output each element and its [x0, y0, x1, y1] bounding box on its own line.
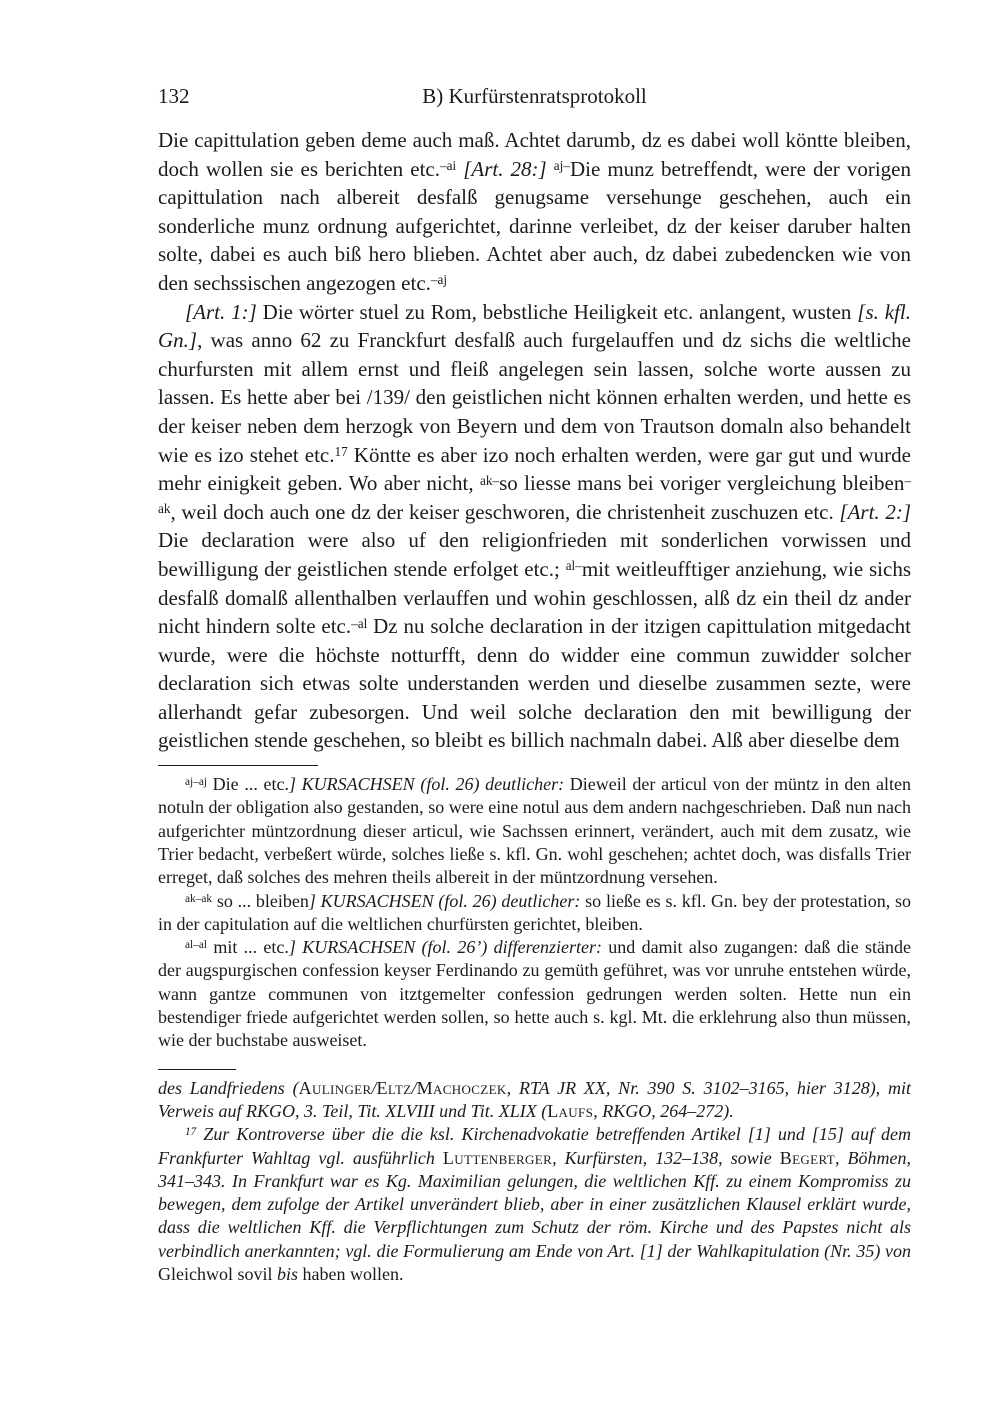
running-header — [158, 84, 911, 114]
apparatus-footnote: $^{ak-ak}$ so ... bleiben] KURSACHSEN (fol. 26) deutlicher: so ließe es s. kfl. Gn. bey der protestation, so in der capitulation auf die weltlichen churfürsten gerichtet, bleiben. — [158, 890, 912, 934]
main-text — [158, 126, 911, 755]
commentary-separator-rule — [158, 1069, 236, 1070]
running-title: B) Kurfürstenratsprotokoll — [422, 84, 647, 108]
apparatus-footnote: $^{al-al}$ mit ... etc.] KURSACHSEN (fol. 26’) differenzierter: und damit also zugangen: daß die stände der augspurgischen confession keyser Ferdinando zu gemüth geführet, was vor unruhe entstehen würde, wann gantze communen von itztgemelter confession gedrungen werden solten. Hette nun ein bestendiger friede aufgerichtet werden sollen, so hette auch s. kgl. Mt. die erklehrung also thun müssen, wie der buchstabe ausweiset. — [158, 937, 912, 1051]
body-paragraph: Die capittulation geben deme auch maß. Achtet darumb, dz es dabei woll köntte bleiben, doch wollen sie es berichten etc.$^{-ai}$ [Art. 28:] $^{aj-}$Die munz betreffendt, were der vorigen capittulation nach albereit desfalß genugsame versehunge geschehen, auch ein sonderliche munz ordnung aufgerichtet, darinne verleibet, dz der keiser daruber halten solte, dabei es auch biß hero blieben. Achtet aber auch, dz dabei zubedencken wie von den sechssischen angezogen etc.$^{-aj}$ — [158, 128, 912, 295]
page-number: 132 — [158, 84, 190, 108]
commentary-footnotes — [158, 1077, 911, 1287]
apparatus-footnotes — [158, 773, 911, 1053]
footnote-continuation: des Landfriedens (Aulinger/Eltz/Machoczek, RTA JR XX, Nr. 390 S. 3102–3165, hier 3128), mit Verweis auf RKGO, 3. Teil, Tit. XLVIII und Tit. XLIX (Laufs, RKGO, 264–272). — [158, 1077, 911, 1121]
body-paragraph: [Art. 1:] Die wörter stuel zu Rom, bebstliche Heiligkeit etc. anlangent, wusten [s. kfl. Gn.], was anno 62 zu Franckfurt desfalß auch furgelauffen und dz sichs die weltliche churfursten mit allem ernst und fleiß angelegen sein lassen, solche worte aussen zu lassen. Es hette aber bei /139/ den geistlichen nicht können erhalten werden, und hette es der keiser neben dem herzogk von Beyern und dem von Trautson domaln also behandelt wie es izo stehet etc.$^{17}$ Köntte es aber izo noch erhalten werden, were gar gut und wurde mehr einigkeit geben. Wo aber nicht, $^{ak-}$so liesse mans bei voriger vergleichung bleiben$^{-ak}$, weil doch auch one dz der keiser geschworen, die christenheit zuschuzen etc. [Art. 2:] Die declaration were also uf den religionfrieden mit sonderlichen vorwissen und bewilligung der geistlichen stende erfolget etc.; $^{al-}$mit weitleufftiger anziehung, wie sichs desfalß domalß allenthalben verlauffen und wohin geschlossen, alß dz ein theil dz ander nicht hindern solte etc.$^{-al}$ Dz nu solche declaration in der itzigen capittulation mitgedacht wurde, were die höchste notturfft, denn do widder eine commun zuwidder solcher declaration sich etwas solte understanden werden und dieselbe zusammen sezte, were allerhandt gefar zubesorgen. Und weil solche declaration den mit bewilligung der geistlichen stende geschehen, so bleibt es billich nachmaln dabei. Alß aber dieselbe dem — [158, 299, 911, 753]
text-block — [158, 84, 911, 1286]
footnote-17: $^{17}$ Zur Kontroverse über die die ksl. Kirchenadvokatie betreffenden Artikel [1] und [15] auf dem Frankfurter Wahltag vgl. ausführlich Luttenberger, Kurfürsten, 132–138, sowie Begert, Böhmen, 341–343. In Frankfurt war es Kg. Maximilian gelungen, die weltlichen Kff. zu einem Kompromiss zu bewegen, dem zufolge der Artikel unverändert blieb, aber in einer zusätzlichen Klausel erklärt wurde, dass die weltlichen Kff. die Verpflichtungen zum Schutz der röm. Kirche und des Papstes nicht als verbindlich anerkannten; vgl. die Formulierung am Ende von Art. [1] der Wahlkapitulation (Nr. 35) von Gleichwol sovil bis haben wollen. — [158, 1124, 912, 1284]
apparatus-separator-rule — [158, 765, 318, 766]
apparatus-footnote: $^{aj-aj}$ Die ... etc.] KURSACHSEN (fol. 26) deutlicher: Dieweil der articul von der müntz in den alten notuln der obligation also gestanden, so were eine notul aus dem andern nachgeschrieben. Daß nun nach aufgerichter müntzordnung dieser articul, wie Sachssen erinnert, verändert, auch mit dem zusatz, wie Trier bedacht, verbeßert würde, solches ließe s. kfl. Gn. wohl geschehen; achtet doch, was disfalls Trier erreget, daß solches des mehren theils albereit in der müntzordnung versehen. — [158, 774, 912, 888]
